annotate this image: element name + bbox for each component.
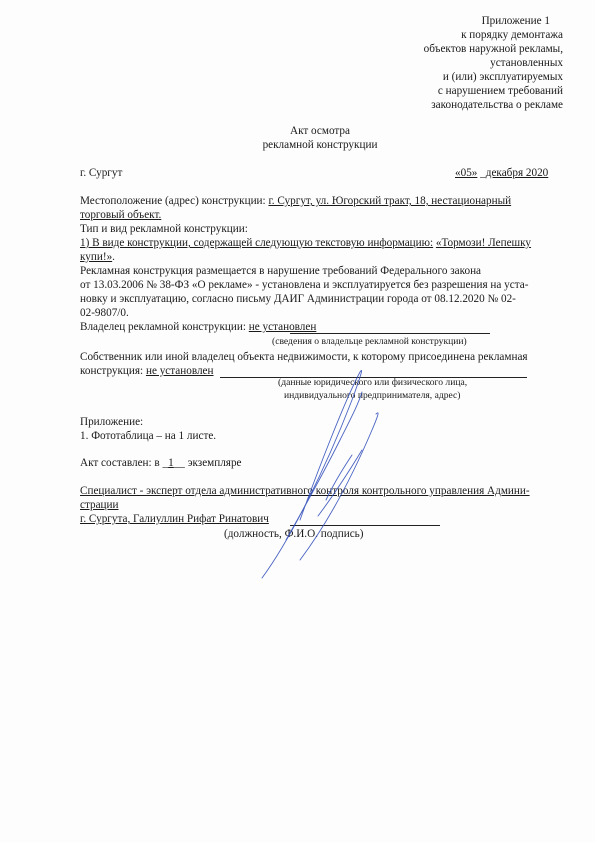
- copies-suffix: экземпляре: [187, 457, 242, 469]
- location-label: Местоположение (адрес) конструкции:: [80, 195, 266, 207]
- property-owner-label: конструкция:: [80, 365, 144, 377]
- location-value-cont: торговый объект.: [80, 209, 162, 221]
- signature-stroke-4: [318, 450, 362, 516]
- specialist-name: г. Сургута, Галиуллин Рифат Ринатович: [80, 513, 269, 525]
- appendix-line-2: к порядку демонтажа: [461, 29, 563, 41]
- property-owner-line-1: Собственник или иной владелец объекта недвижимости, к которому присоединена рекламная: [80, 351, 528, 363]
- property-owner-value: не установлен: [145, 365, 214, 377]
- city: г. Сургут: [80, 167, 123, 179]
- appendix-line-4: установленных: [490, 57, 563, 69]
- type-value-suffix: .: [112, 251, 115, 263]
- title-line-2: рекламной конструкции: [262, 139, 378, 151]
- appendix-line-3: объектов наружной рекламы,: [423, 43, 563, 55]
- owner-value: не установлен: [248, 321, 317, 333]
- property-owner-caption-1: (данные юридического или физического лица,: [278, 377, 468, 388]
- type-value-text-1: «Тормози! Лепешку: [435, 237, 532, 249]
- owner-label: Владелец рекламной конструкции:: [80, 321, 246, 333]
- specialist-caption: (должность, Ф.И.О. подпись): [224, 528, 364, 540]
- violation-line-4: 02-9807/0.: [80, 307, 129, 319]
- date-day: «05»: [455, 167, 478, 179]
- specialist-position: Специалист - эксперт отдела административного контроля контрольного управления Админи-: [80, 485, 530, 497]
- violation-line-2: от 13.03.2006 № 38-ФЗ «О рекламе» - установлена и эксплуатируется без разрешения на уста-: [80, 279, 529, 291]
- title-line-1: Акт осмотра: [289, 125, 350, 137]
- owner-caption: (сведения о владельце рекламной конструкции): [272, 336, 467, 347]
- signature-stroke-5: [326, 455, 352, 500]
- violation-line-1: Рекламная конструкция размещается в нарушение требований Федерального закона: [80, 265, 482, 277]
- violation-line-3: новку и эксплуатацию, согласно письму ДАИГ Администрации города от 08.12.2020 № 02-: [80, 293, 516, 305]
- appendix-line-1: Приложение 1: [481, 15, 550, 27]
- type-value-prefix: 1) В виде конструкции, содержащей следующую текстовую информацию:: [80, 237, 434, 249]
- copies-prefix: Акт составлен: в: [80, 457, 160, 469]
- attachments-label: Приложение:: [80, 416, 144, 428]
- date-month-year: декабря 2020: [485, 167, 549, 179]
- appendix-line-6: с нарушением требований: [437, 85, 563, 97]
- type-label: Тип и вид рекламной конструкции:: [80, 223, 248, 235]
- property-owner-caption-2: индивидуального предпринимателя, адрес): [284, 390, 461, 401]
- location-value: г. Сургут, ул. Югорский тракт, 18, нестационарный: [268, 195, 512, 207]
- copies-count-field: _1__: [162, 457, 185, 469]
- date-spacer: _: [480, 167, 486, 179]
- appendix-line-5: и (или) эксплуатируемых: [442, 71, 563, 83]
- copies-count: 1: [168, 457, 174, 469]
- specialist-position-cont: страции: [80, 499, 119, 511]
- appendix-line-7: законодательства о рекламе: [431, 99, 563, 111]
- attachments-item-1: 1. Фототаблица – на 1 листе.: [80, 430, 217, 442]
- type-value-text-2: купи!»: [80, 251, 113, 263]
